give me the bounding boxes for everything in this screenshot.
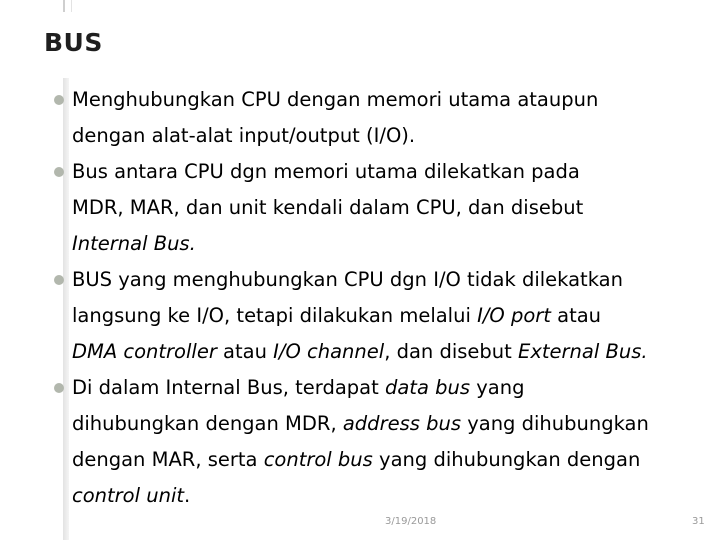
italic-term: Internal Bus. — [72, 232, 196, 255]
text-segment: atau — [216, 340, 274, 363]
bullet-dot-icon — [54, 383, 64, 393]
bullet-line — [72, 334, 692, 370]
italic-term: control bus — [263, 448, 373, 471]
text-segment: dengan MAR, serta — [72, 448, 264, 471]
text-segment: Bus antara CPU dgn memori utama dilekatkan pada — [72, 160, 580, 183]
bullet-dot-icon — [54, 95, 64, 105]
bullet-list — [52, 82, 692, 514]
italic-term: address bus — [342, 412, 461, 435]
bullet-line — [72, 298, 692, 334]
text-segment: MDR, MAR, dan unit kendali dalam CPU, dan disebut — [72, 196, 584, 219]
text-segment: Di dalam Internal Bus, terdapat — [72, 376, 385, 399]
footer-page-number: 31 — [692, 516, 705, 527]
italic-term: data bus — [384, 376, 471, 399]
bullet-line — [72, 118, 692, 154]
slide-title: BUS — [44, 28, 103, 57]
bullet-item — [52, 262, 692, 370]
bullet-line — [72, 442, 692, 478]
bullet-line — [72, 406, 692, 442]
italic-term: DMA controller — [72, 340, 217, 363]
bullet-line — [72, 82, 692, 118]
text-segment: yang dihubungkan dengan — [372, 448, 641, 471]
footer-date: 3/19/2018 — [385, 516, 437, 527]
bullet-line — [72, 478, 692, 514]
bullet-line — [72, 262, 692, 298]
top-decor-line — [63, 0, 65, 12]
bullet-line — [72, 154, 692, 190]
italic-term: control unit — [72, 484, 185, 507]
bullet-item — [52, 370, 692, 514]
text-segment: dengan alat-alat input/output (I/O). — [72, 124, 416, 147]
bullet-dot-icon — [54, 167, 64, 177]
text-segment: BUS yang menghubungkan CPU dgn I/O tidak dilekatkan — [72, 268, 623, 291]
bullet-item — [52, 82, 692, 154]
italic-term: External Bus. — [518, 340, 648, 363]
italic-term: I/O port — [477, 304, 551, 327]
text-segment: dihubungkan dengan MDR, — [72, 412, 343, 435]
text-segment: Menghubungkan CPU dengan memori utama ataupun — [72, 88, 599, 111]
text-segment: yang dihubungkan — [461, 412, 649, 435]
text-segment: langsung ke I/O, tetapi dilakukan melalui — [72, 304, 478, 327]
bullet-line — [72, 190, 692, 226]
text-segment: atau — [550, 304, 602, 327]
bullet-line — [72, 226, 692, 262]
text-segment: , dan disebut — [384, 340, 519, 363]
bullet-item — [52, 154, 692, 262]
top-decor-line-thin — [71, 0, 72, 12]
bullet-dot-icon — [54, 275, 64, 285]
text-segment: . — [184, 484, 191, 507]
text-segment: yang — [470, 376, 525, 399]
italic-term: I/O channel — [273, 340, 385, 363]
bullet-line — [72, 370, 692, 406]
